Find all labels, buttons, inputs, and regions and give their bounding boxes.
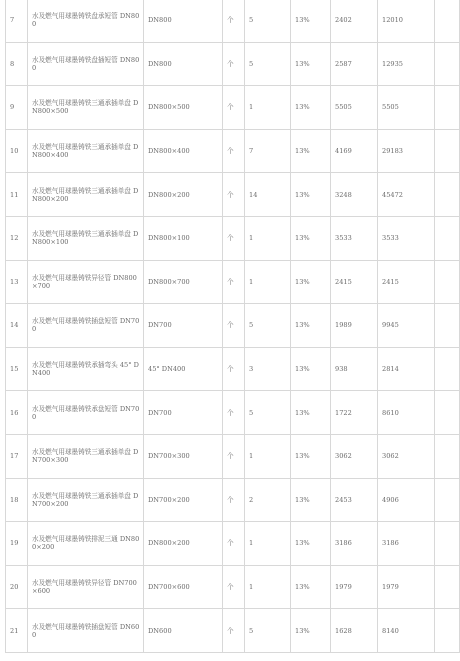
item-spec: DN800 [144,42,223,86]
total-price: 1979 [378,565,435,609]
table-row [6,522,460,566]
row-index: 9 [6,86,28,130]
table-row [6,434,460,478]
total-price: 8140 [378,609,435,653]
unit-price: 2415 [331,260,378,304]
table-row [6,478,460,522]
item-quantity: 5 [245,0,291,42]
item-spec: DN700×200 [144,478,223,522]
table-row [6,609,460,653]
tax-rate: 13% [291,478,331,522]
tax-rate: 13% [291,86,331,130]
item-unit: 个 [223,304,245,348]
item-note [435,304,460,348]
total-price: 4906 [378,478,435,522]
tax-rate: 13% [291,565,331,609]
unit-price: 3533 [331,216,378,260]
table-row [6,42,460,86]
item-name: 水及燃气用球墨铸铁承盘短管 DN700 [28,391,144,435]
item-quantity: 1 [245,216,291,260]
item-name: 水及燃气用球墨铸铁盘插短管 DN800 [28,42,144,86]
item-quantity: 1 [245,522,291,566]
table-row [6,565,460,609]
item-note [435,565,460,609]
item-spec: DN600 [144,609,223,653]
total-price: 2415 [378,260,435,304]
unit-price: 5505 [331,86,378,130]
tax-rate: 13% [291,0,331,42]
total-price: 12935 [378,42,435,86]
item-name: 水及燃气用球墨铸铁三通承插单盘 DN800×500 [28,86,144,130]
item-unit: 个 [223,42,245,86]
item-unit: 个 [223,391,245,435]
item-note [435,86,460,130]
item-name: 水及燃气用球墨铸铁三通承插单盘 DN800×100 [28,216,144,260]
row-index: 7 [6,0,28,42]
item-note [435,347,460,391]
item-name: 水及燃气用球墨铸铁插盘短管 DN700 [28,304,144,348]
item-spec: DN700×300 [144,434,223,478]
total-price: 3533 [378,216,435,260]
item-unit: 个 [223,565,245,609]
item-quantity: 1 [245,565,291,609]
unit-price: 938 [331,347,378,391]
item-name: 水及燃气用球墨铸铁异径管 DN700×600 [28,565,144,609]
item-name: 水及燃气用球墨铸铁三通承插单盘 DN800×400 [28,129,144,173]
item-quantity: 5 [245,609,291,653]
row-index: 15 [6,347,28,391]
total-price: 12010 [378,0,435,42]
item-note [435,609,460,653]
item-quantity: 1 [245,434,291,478]
item-unit: 个 [223,0,245,42]
item-spec: DN800×100 [144,216,223,260]
row-index: 13 [6,260,28,304]
item-spec: DN800×200 [144,173,223,217]
total-price: 5505 [378,86,435,130]
table-row [6,0,460,42]
row-index: 17 [6,434,28,478]
item-name: 水及燃气用球墨铸铁三通承插单盘 DN700×300 [28,434,144,478]
unit-price: 1989 [331,304,378,348]
tax-rate: 13% [291,347,331,391]
item-name: 水及燃气用球墨铸铁三通承插单盘 DN800×200 [28,173,144,217]
total-price: 29183 [378,129,435,173]
tax-rate: 13% [291,304,331,348]
item-spec: DN700×600 [144,565,223,609]
item-note [435,173,460,217]
row-index: 11 [6,173,28,217]
item-quantity: 2 [245,478,291,522]
tax-rate: 13% [291,42,331,86]
item-spec: DN700 [144,391,223,435]
item-quantity: 1 [245,86,291,130]
item-note [435,260,460,304]
row-index: 14 [6,304,28,348]
table-row [6,391,460,435]
item-quantity: 7 [245,129,291,173]
item-spec: DN800×500 [144,86,223,130]
item-quantity: 3 [245,347,291,391]
unit-price: 3062 [331,434,378,478]
table-row [6,216,460,260]
row-index: 12 [6,216,28,260]
unit-price: 1979 [331,565,378,609]
item-unit: 个 [223,478,245,522]
item-quantity: 5 [245,304,291,348]
unit-price: 1628 [331,609,378,653]
item-unit: 个 [223,216,245,260]
tax-rate: 13% [291,609,331,653]
table-row [6,86,460,130]
row-index: 20 [6,565,28,609]
row-index: 8 [6,42,28,86]
item-note [435,434,460,478]
item-note [435,522,460,566]
item-spec: DN800×700 [144,260,223,304]
total-price: 9945 [378,304,435,348]
item-spec: DN800×400 [144,129,223,173]
table-row [6,304,460,348]
unit-price: 2402 [331,0,378,42]
item-name: 水及燃气用球墨铸铁插盘短管 DN600 [28,609,144,653]
row-index: 16 [6,391,28,435]
table-row [6,173,460,217]
total-price: 3062 [378,434,435,478]
row-index: 18 [6,478,28,522]
tax-rate: 13% [291,173,331,217]
tax-rate: 13% [291,260,331,304]
item-quantity: 5 [245,391,291,435]
unit-price: 2587 [331,42,378,86]
row-index: 21 [6,609,28,653]
item-note [435,0,460,42]
tax-rate: 13% [291,216,331,260]
row-index: 10 [6,129,28,173]
item-spec: 45° DN400 [144,347,223,391]
tax-rate: 13% [291,522,331,566]
table-row [6,260,460,304]
item-spec: DN800 [144,0,223,42]
item-name: 水及燃气用球墨铸铁承插弯头 45° DN400 [28,347,144,391]
unit-price: 1722 [331,391,378,435]
tax-rate: 13% [291,129,331,173]
price-table [5,0,460,653]
unit-price: 3186 [331,522,378,566]
item-quantity: 14 [245,173,291,217]
item-note [435,42,460,86]
item-note [435,216,460,260]
item-unit: 个 [223,173,245,217]
item-spec: DN700 [144,304,223,348]
table-row [6,347,460,391]
total-price: 45472 [378,173,435,217]
item-unit: 个 [223,129,245,173]
item-unit: 个 [223,86,245,130]
total-price: 8610 [378,391,435,435]
total-price: 2814 [378,347,435,391]
unit-price: 2453 [331,478,378,522]
item-unit: 个 [223,434,245,478]
item-note [435,129,460,173]
unit-price: 3248 [331,173,378,217]
item-note [435,478,460,522]
tax-rate: 13% [291,391,331,435]
total-price: 3186 [378,522,435,566]
item-name: 水及燃气用球墨铸铁盘承短管 DN800 [28,0,144,42]
table-body [6,0,460,652]
item-name: 水及燃气用球墨铸铁异径管 DN800×700 [28,260,144,304]
row-index: 19 [6,522,28,566]
item-note [435,391,460,435]
item-spec: DN800×200 [144,522,223,566]
item-unit: 个 [223,522,245,566]
item-name: 水及燃气用球墨铸铁排泥三通 DN800×200 [28,522,144,566]
item-unit: 个 [223,260,245,304]
item-unit: 个 [223,609,245,653]
item-quantity: 5 [245,42,291,86]
item-name: 水及燃气用球墨铸铁三通承插单盘 DN700×200 [28,478,144,522]
unit-price: 4169 [331,129,378,173]
tax-rate: 13% [291,434,331,478]
table-row [6,129,460,173]
item-unit: 个 [223,347,245,391]
item-quantity: 1 [245,260,291,304]
